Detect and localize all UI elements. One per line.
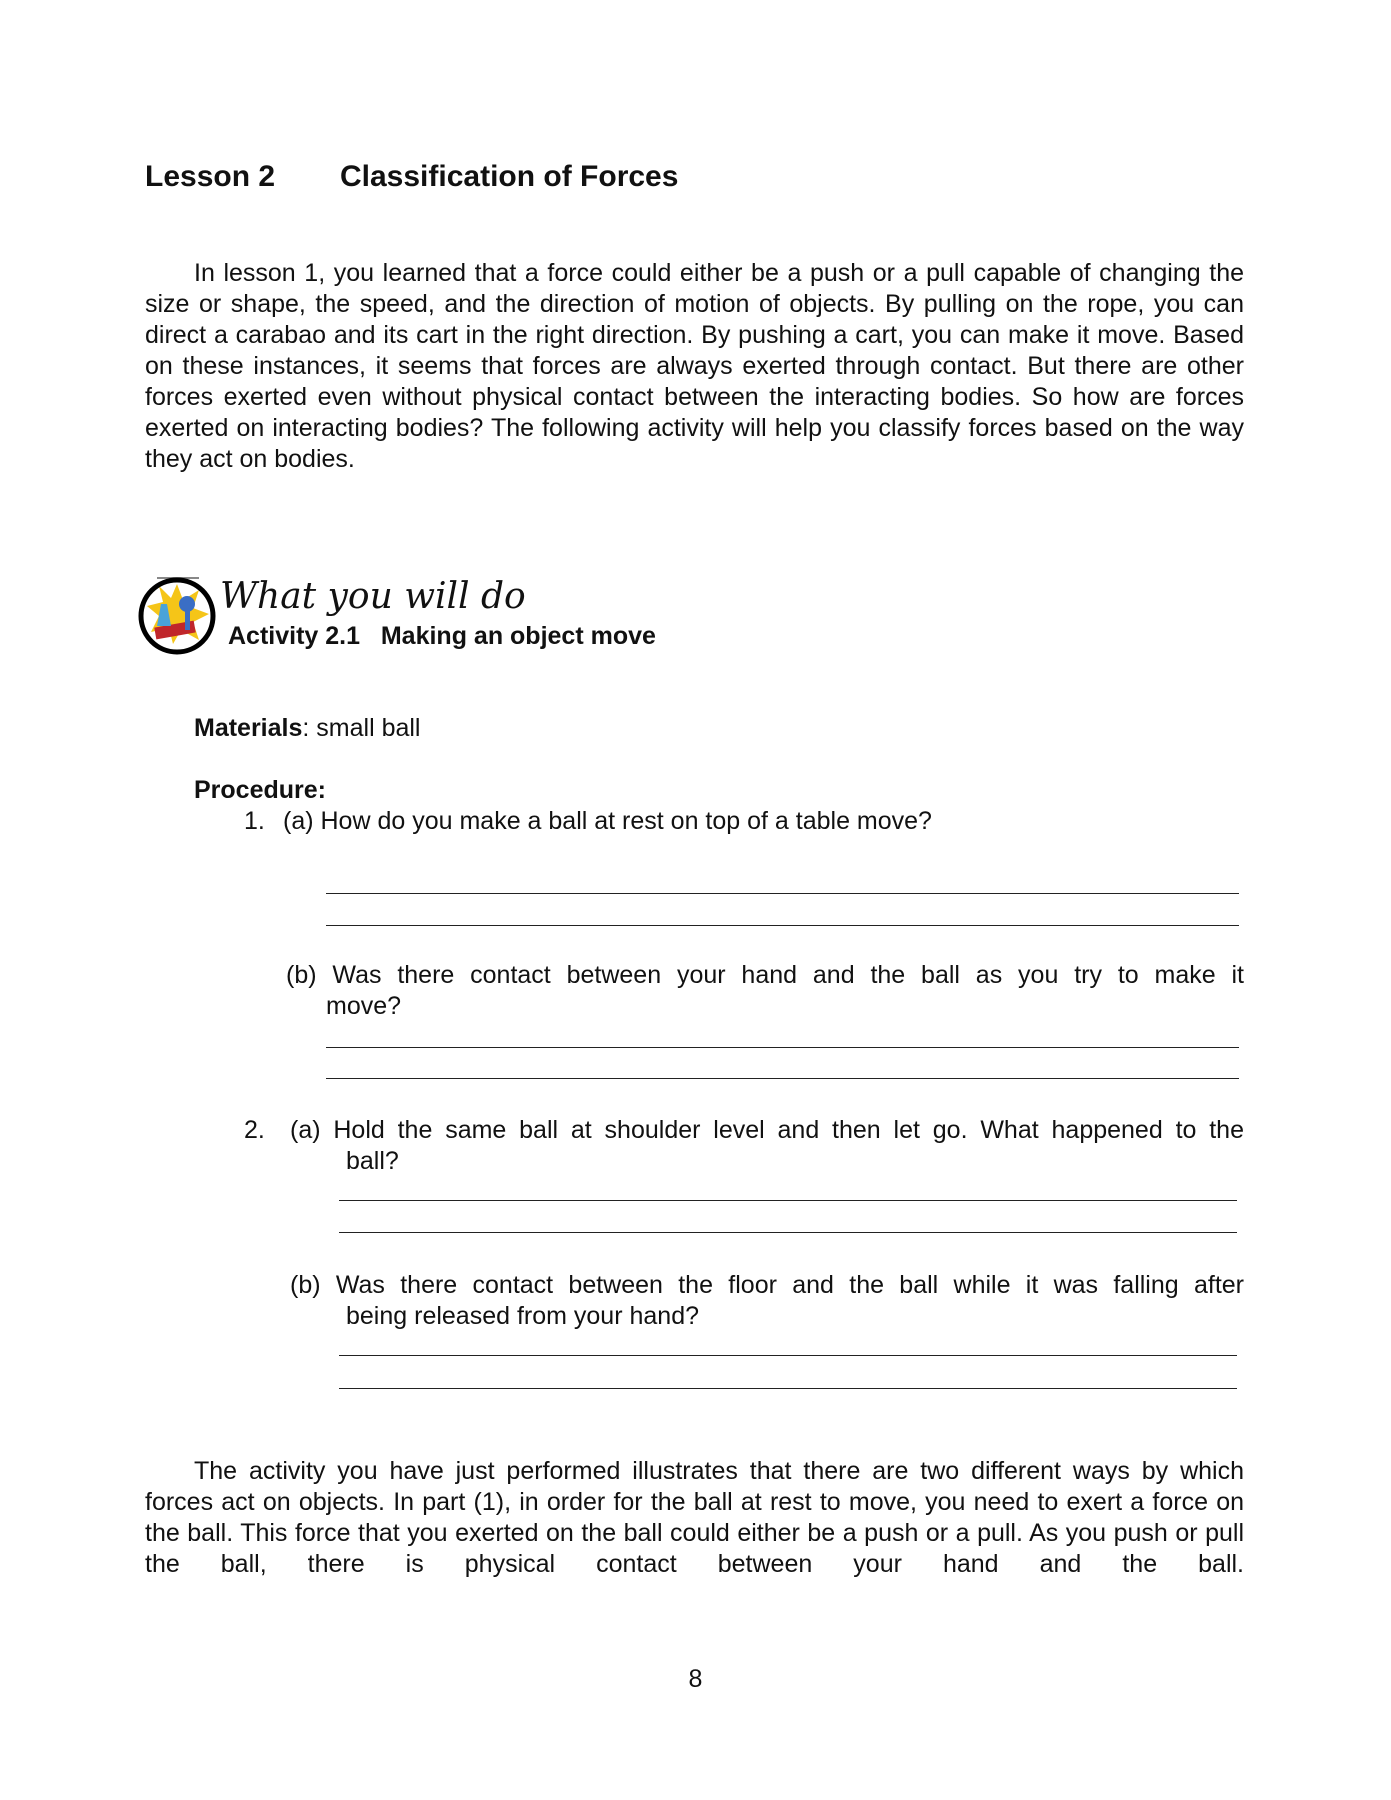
q1b-text-line1: (b) Was there contact between your hand and the ball as you try to make it — [286, 961, 1244, 989]
q1a-text: (a) How do you make a ball at rest on top of a table move? — [283, 807, 932, 835]
materials — [194, 713, 420, 744]
lesson-heading — [145, 160, 678, 194]
answer-line[interactable] — [326, 925, 1239, 926]
q2a-text-line2: ball? — [346, 1147, 399, 1175]
materials-label: Materials — [194, 714, 303, 742]
procedure-label: Procedure: — [194, 776, 326, 804]
answer-line[interactable] — [326, 1078, 1239, 1079]
answer-line[interactable] — [326, 893, 1239, 894]
materials-value: : small ball — [302, 714, 421, 742]
answer-line[interactable] — [339, 1388, 1237, 1389]
q2b-text-line2: being released from your hand? — [346, 1302, 700, 1330]
q2a-text-line1: (a) Hold the same ball at shoulder level and then let go. What happened to the — [290, 1116, 1244, 1144]
q1b-text-line2: move? — [326, 992, 402, 1020]
page-number: 8 — [688, 1665, 703, 1693]
answer-line[interactable] — [339, 1232, 1237, 1233]
activity-icon — [137, 570, 217, 660]
lesson-title: Classification of Forces — [340, 160, 679, 193]
activity-title: Activity 2.1 Making an object move — [228, 622, 656, 650]
section-banner: What you will do — [220, 576, 526, 617]
conclusion-paragraph: The activity you have just performed illustrates that there are two different ways by which forces act on objects. In part (1), in order for the ball at rest to move, you need to exert a force on the ball. This force that you exerted on the ball could either be a push or a pull. As you push or pull the ball, there is physical contact between your hand and the ball. — [145, 1457, 1244, 1578]
answer-line[interactable] — [326, 1047, 1239, 1048]
answer-line[interactable] — [339, 1200, 1237, 1201]
answer-line[interactable] — [339, 1355, 1237, 1356]
q2-number: 2. — [244, 1116, 265, 1144]
intro-paragraph: In lesson 1, you learned that a force could either be a push or a pull capable of changing the size or shape, the speed, and the direction of motion of objects. By pulling on the rope, you can direct a carabao and its cart in the right direction. By pushing a cart, you can make it move. Based on these instances, it seems that forces are always exerted through contact. But there are other forces exerted even without physical contact between the interacting bodies. So how are forces exerted on interacting bodies? The following activity will help you classify forces based on the way they act on bodies. — [145, 259, 1244, 473]
q1-number: 1. — [244, 807, 265, 835]
lesson-number: Lesson 2 — [145, 160, 276, 193]
q2b-text-line1: (b) Was there contact between the floor and the ball while it was falling after — [290, 1271, 1244, 1299]
